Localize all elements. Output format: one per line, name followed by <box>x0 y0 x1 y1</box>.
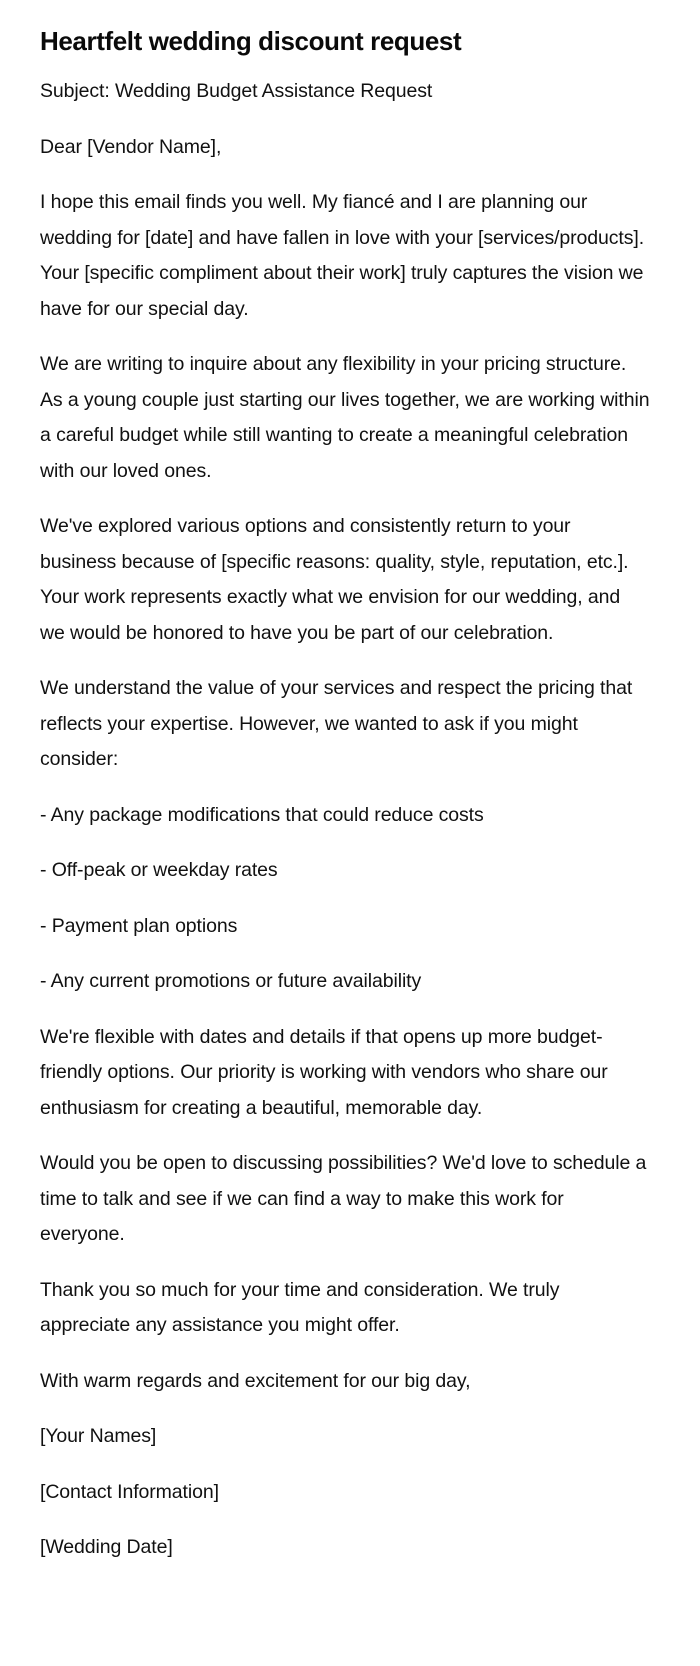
signoff: With warm regards and excitement for our big day, <box>40 1369 471 1392</box>
body-paragraph: We understand the value of your services and respect the pricing that reflects your expertise. However, we wanted to ask if you might consider: <box>40 677 633 770</box>
body-paragraph: We've explored various options and consistently return to your business because of [specific reasons: quality, style, reputation, etc.]. Your work represents exactly what we envision for our wedding, and we would be honored to have you be part of our celebration. <box>40 515 629 644</box>
document-title: Heartfelt wedding discount request <box>40 26 462 56</box>
list-item: - Any current promotions or future availability <box>40 970 422 992</box>
body-paragraph: We are writing to inquire about any flexibility in your pricing structure. As a young couple just starting our lives together, we are working within a careful budget while still wanting to create a meaningful celebration with our loved ones. <box>40 353 650 482</box>
signature-contact: [Contact Information] <box>40 1480 219 1503</box>
body-paragraph: Thank you so much for your time and consideration. We truly appreciate any assistance you might offer. <box>40 1278 560 1336</box>
list-item: - Any package modifications that could reduce costs <box>40 803 484 826</box>
list-item: - Off-peak or weekday rates <box>40 859 278 881</box>
greeting: Dear [Vendor Name], <box>40 135 222 158</box>
body-paragraph: Would you be open to discussing possibilities? We'd love to schedule a time to talk and see if we can find a way to make this work for everyone. <box>40 1152 647 1245</box>
body-paragraph: I hope this email finds you well. My fiancé and I are planning our wedding for [date] and have fallen in love with your [services/products]. Your [specific compliment about their work] truly captures the vision we have for our special day. <box>40 191 645 320</box>
list-item: - Payment plan options <box>40 914 238 937</box>
signature-wedding-date: [Wedding Date] <box>40 1536 173 1558</box>
signature-names: [Your Names] <box>40 1425 157 1447</box>
subject-line: Subject: Wedding Budget Assistance Request <box>40 80 433 102</box>
body-paragraph: We're flexible with dates and details if that opens up more budget-friendly options. Our priority is working with vendors who share our enthusiasm for creating a beautiful, memorable day. <box>40 1025 608 1119</box>
